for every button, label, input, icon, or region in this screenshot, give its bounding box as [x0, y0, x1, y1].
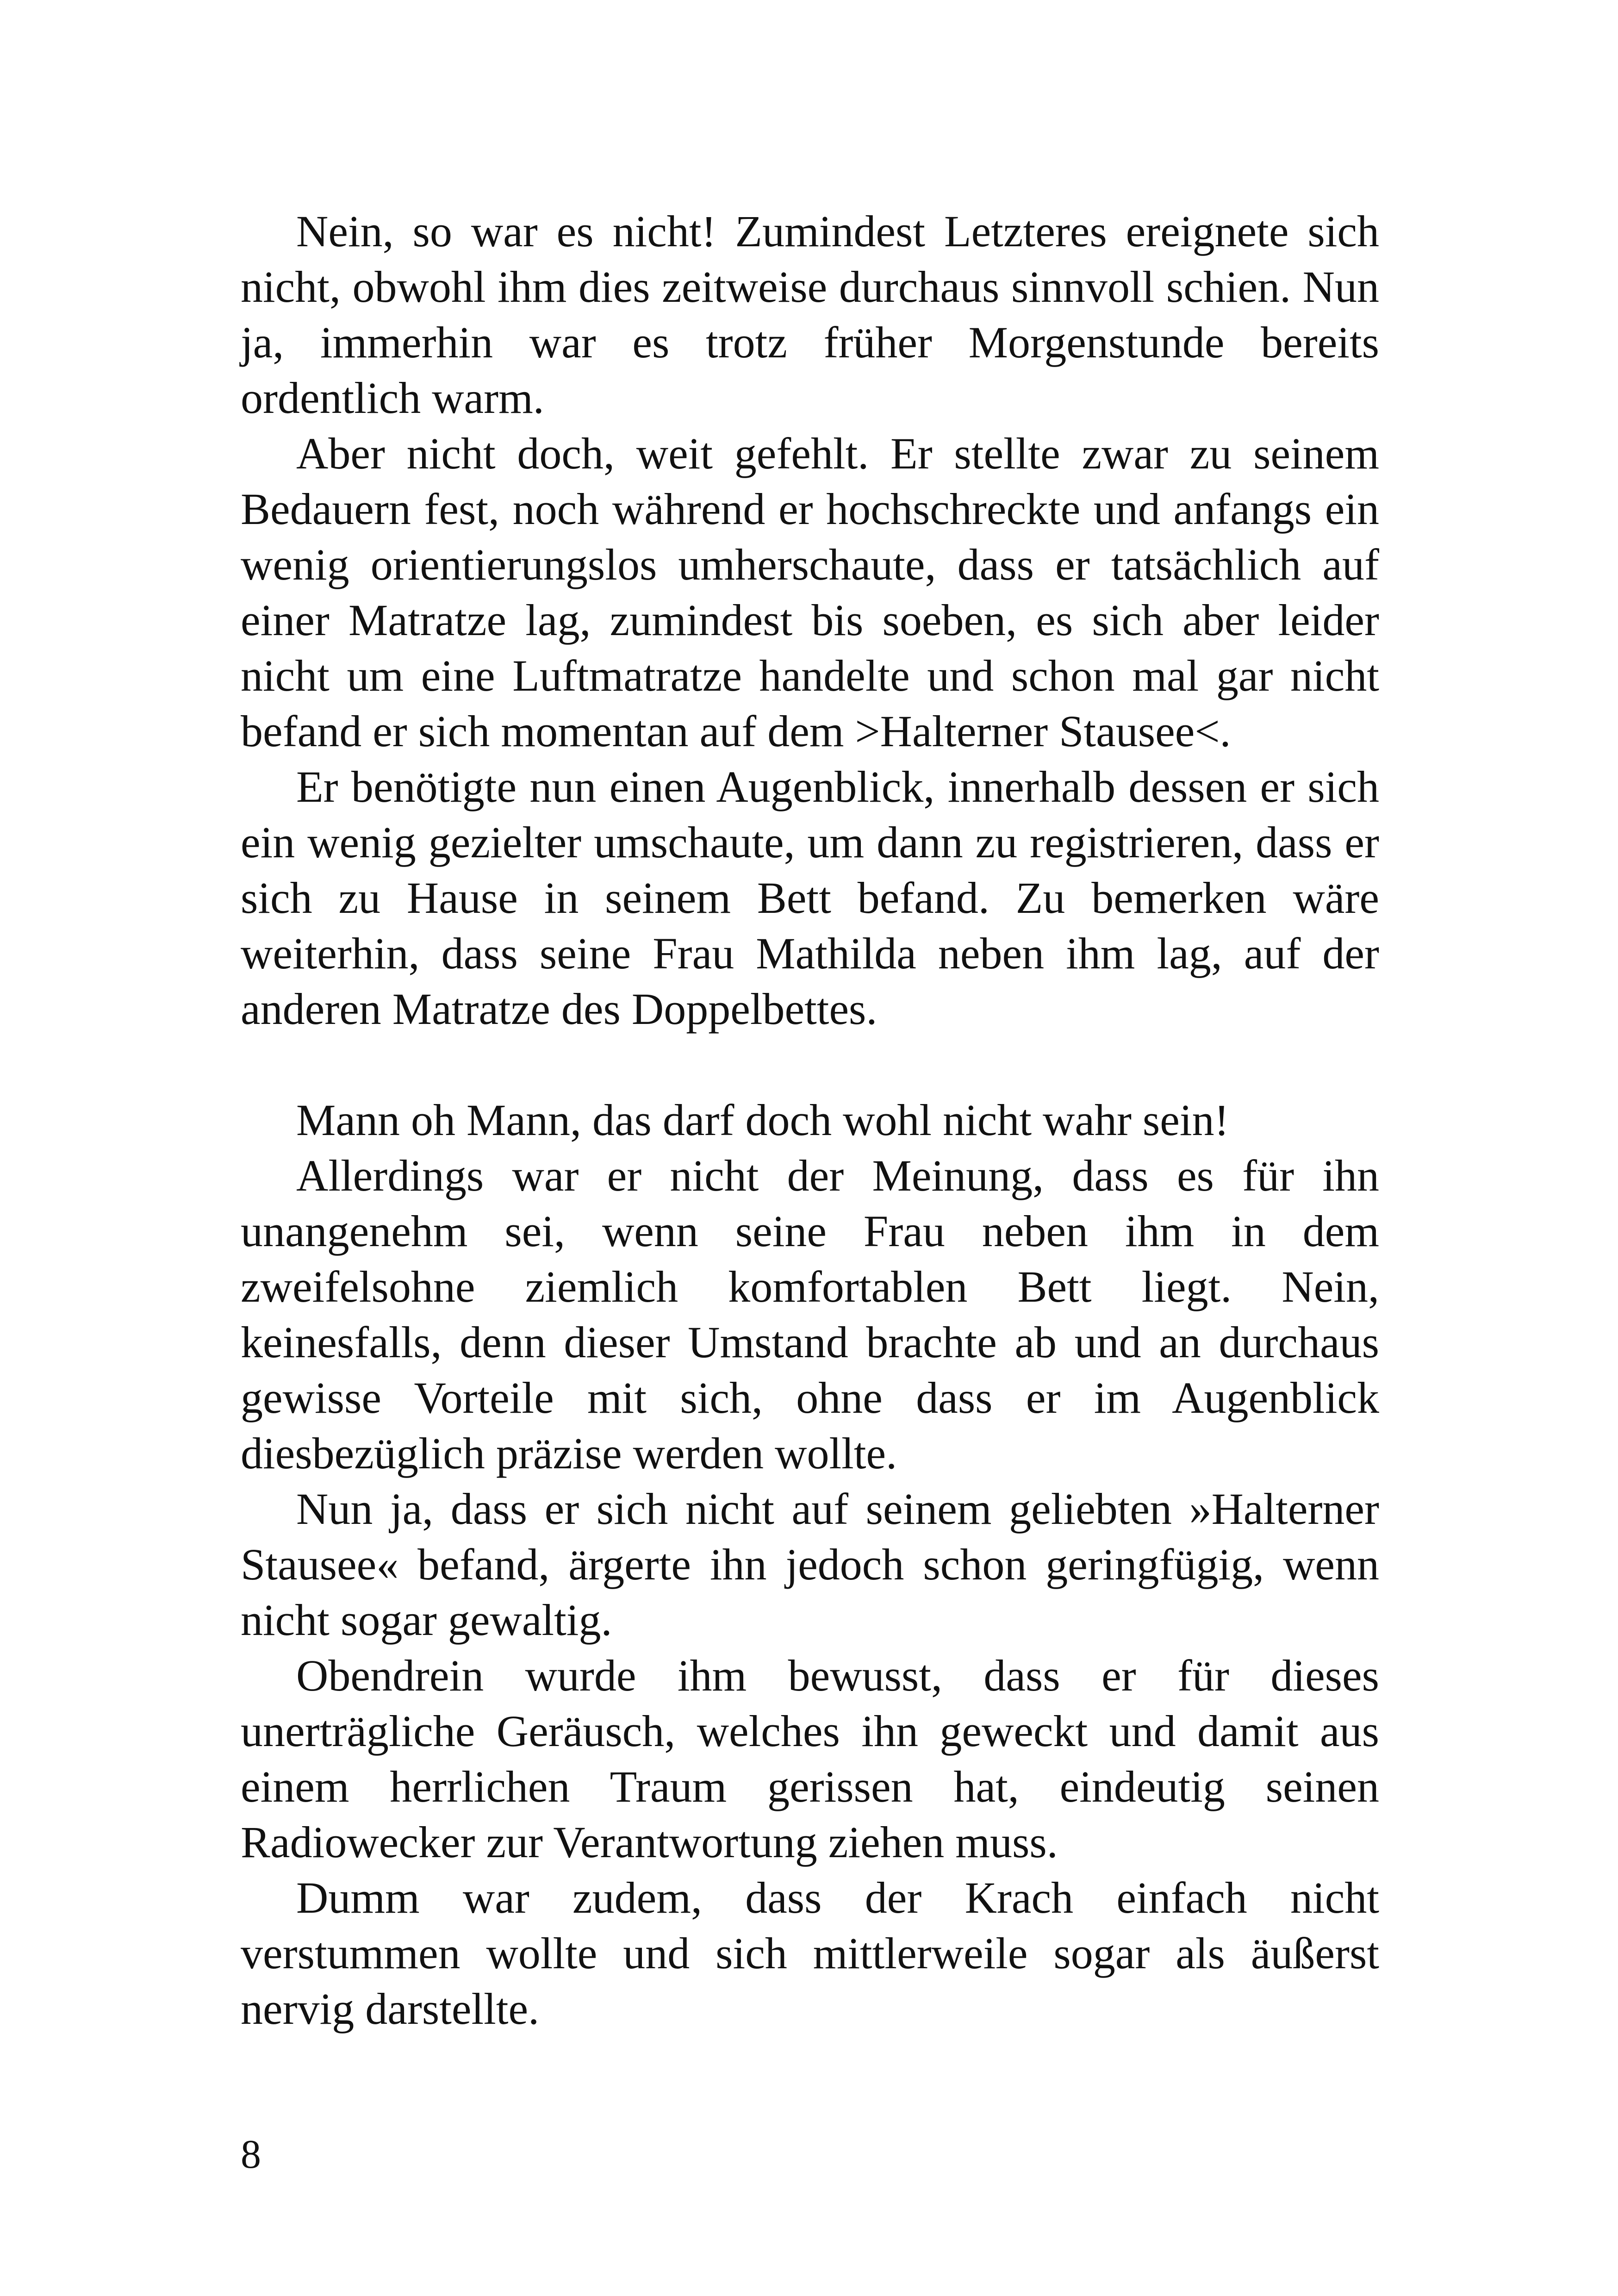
paragraph: Er benötigte nun einen Augenblick, innerhalb dessen er sich ein wenig gezielter umschaute, um dann zu registrieren, dass er sich zu Hause in seinem Bett befand. Zu bemerken wäre weiterhin, dass seine Frau Mathilda neben ihm lag, auf der anderen Matratze des Doppelbettes.: [241, 762, 1379, 1034]
page-number: 8: [241, 2132, 261, 2177]
body-text: [241, 204, 1379, 2037]
section-break: [241, 1037, 1379, 1092]
paragraph: Dumm war zudem, dass der Krach einfach nicht verstummen wollte und sich mittlerweile sogar als äußerst nervig darstellte.: [241, 1873, 1379, 2034]
paragraph: Obendrein wurde ihm bewusst, dass er für dieses unerträgliche Geräusch, welches ihn geweckt und damit aus einem herrlichen Traum gerissen hat, eindeutig seinen Radiowecker zur Verantwortung ziehen muss.: [241, 1651, 1379, 1867]
paragraph: Mann oh Mann, das darf doch wohl nicht wahr sein!: [296, 1095, 1229, 1145]
paragraph: Aber nicht doch, weit gefehlt. Er stellte zwar zu seinem Bedauern fest, noch während er hochschreckte und anfangs ein wenig orientierungslos umherschaute, dass er tatsächlich auf einer Matratze lag, zumindest bis soeben, es sich aber leider nicht um eine Luftmatratze handelte und schon mal gar nicht befand er sich momentan auf dem >Halterner Stausee<.: [241, 429, 1379, 756]
paragraph: Allerdings war er nicht der Meinung, dass es für ihn unangenehm sei, wenn seine Frau neben ihm in dem zweifelsohne ziemlich komfortablen Bett liegt. Nein, keinesfalls, denn dieser Umstand brachte ab und an durchaus gewisse Vorteile mit sich, ohne dass er im Augenblick diesbezüglich präzise werden wollte.: [241, 1151, 1379, 1478]
paragraph: Nun ja, dass er sich nicht auf seinem geliebten »Halterner Stausee« befand, ärgerte ihn jedoch schon geringfügig, wenn nicht sogar gewaltig.: [241, 1484, 1379, 1645]
paragraph: Nein, so war es nicht! Zumindest Letzteres ereignete sich nicht, obwohl ihm dies zeitweise durchaus sinnvoll schien. Nun ja, immerhin war es trotz früher Morgenstunde bereits ordentlich warm.: [241, 206, 1379, 423]
